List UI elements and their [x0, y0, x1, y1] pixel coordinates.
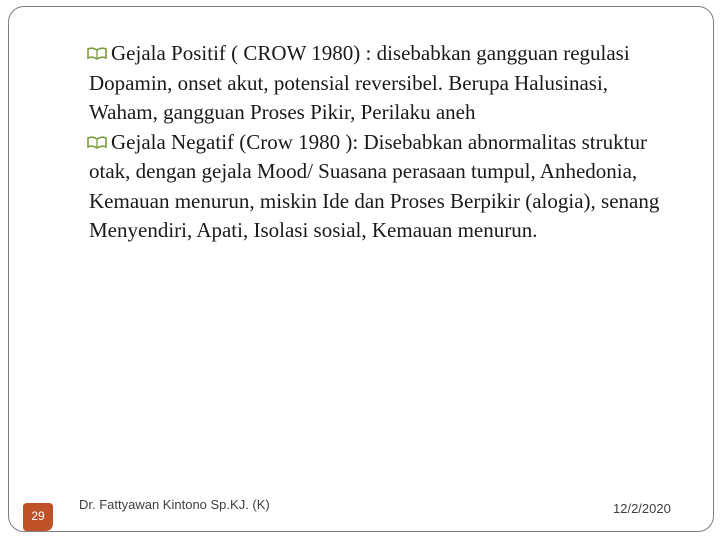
- footer-author: Dr. Fattyawan Kintono Sp.KJ. (K): [79, 497, 270, 512]
- open-book-icon: [87, 46, 107, 60]
- page-number: 29: [31, 509, 45, 523]
- bullet-item-gejala-negatif: [89, 128, 679, 246]
- bullet-text-gejala-negatif: Gejala Negatif (Crow 1980 ): Disebabkan abnormalitas struktur otak, dengan gejala Mood/ Suasana perasaan tumpul, Anhedonia, Kemauan menurun, miskin Ide dan Proses Berpikir (alogia), senang Menyendiri, Apati, Isolasi sosial, Kemauan menurun.: [89, 129, 660, 242]
- slide-frame: [8, 6, 714, 532]
- bullet-item-gejala-positif: [89, 39, 679, 128]
- footer-date: 12/2/2020: [613, 501, 671, 516]
- slide-body: [89, 39, 679, 246]
- open-book-icon: [87, 135, 107, 149]
- page-number-badge: [21, 501, 55, 533]
- bullet-text-gejala-positif: Gejala Positif ( CROW 1980) : disebabkan gangguan regulasi Dopamin, onset akut, potensial reversibel. Berupa Halusinasi, Waham, gangguan Proses Pikir, Perilaku aneh: [89, 41, 630, 124]
